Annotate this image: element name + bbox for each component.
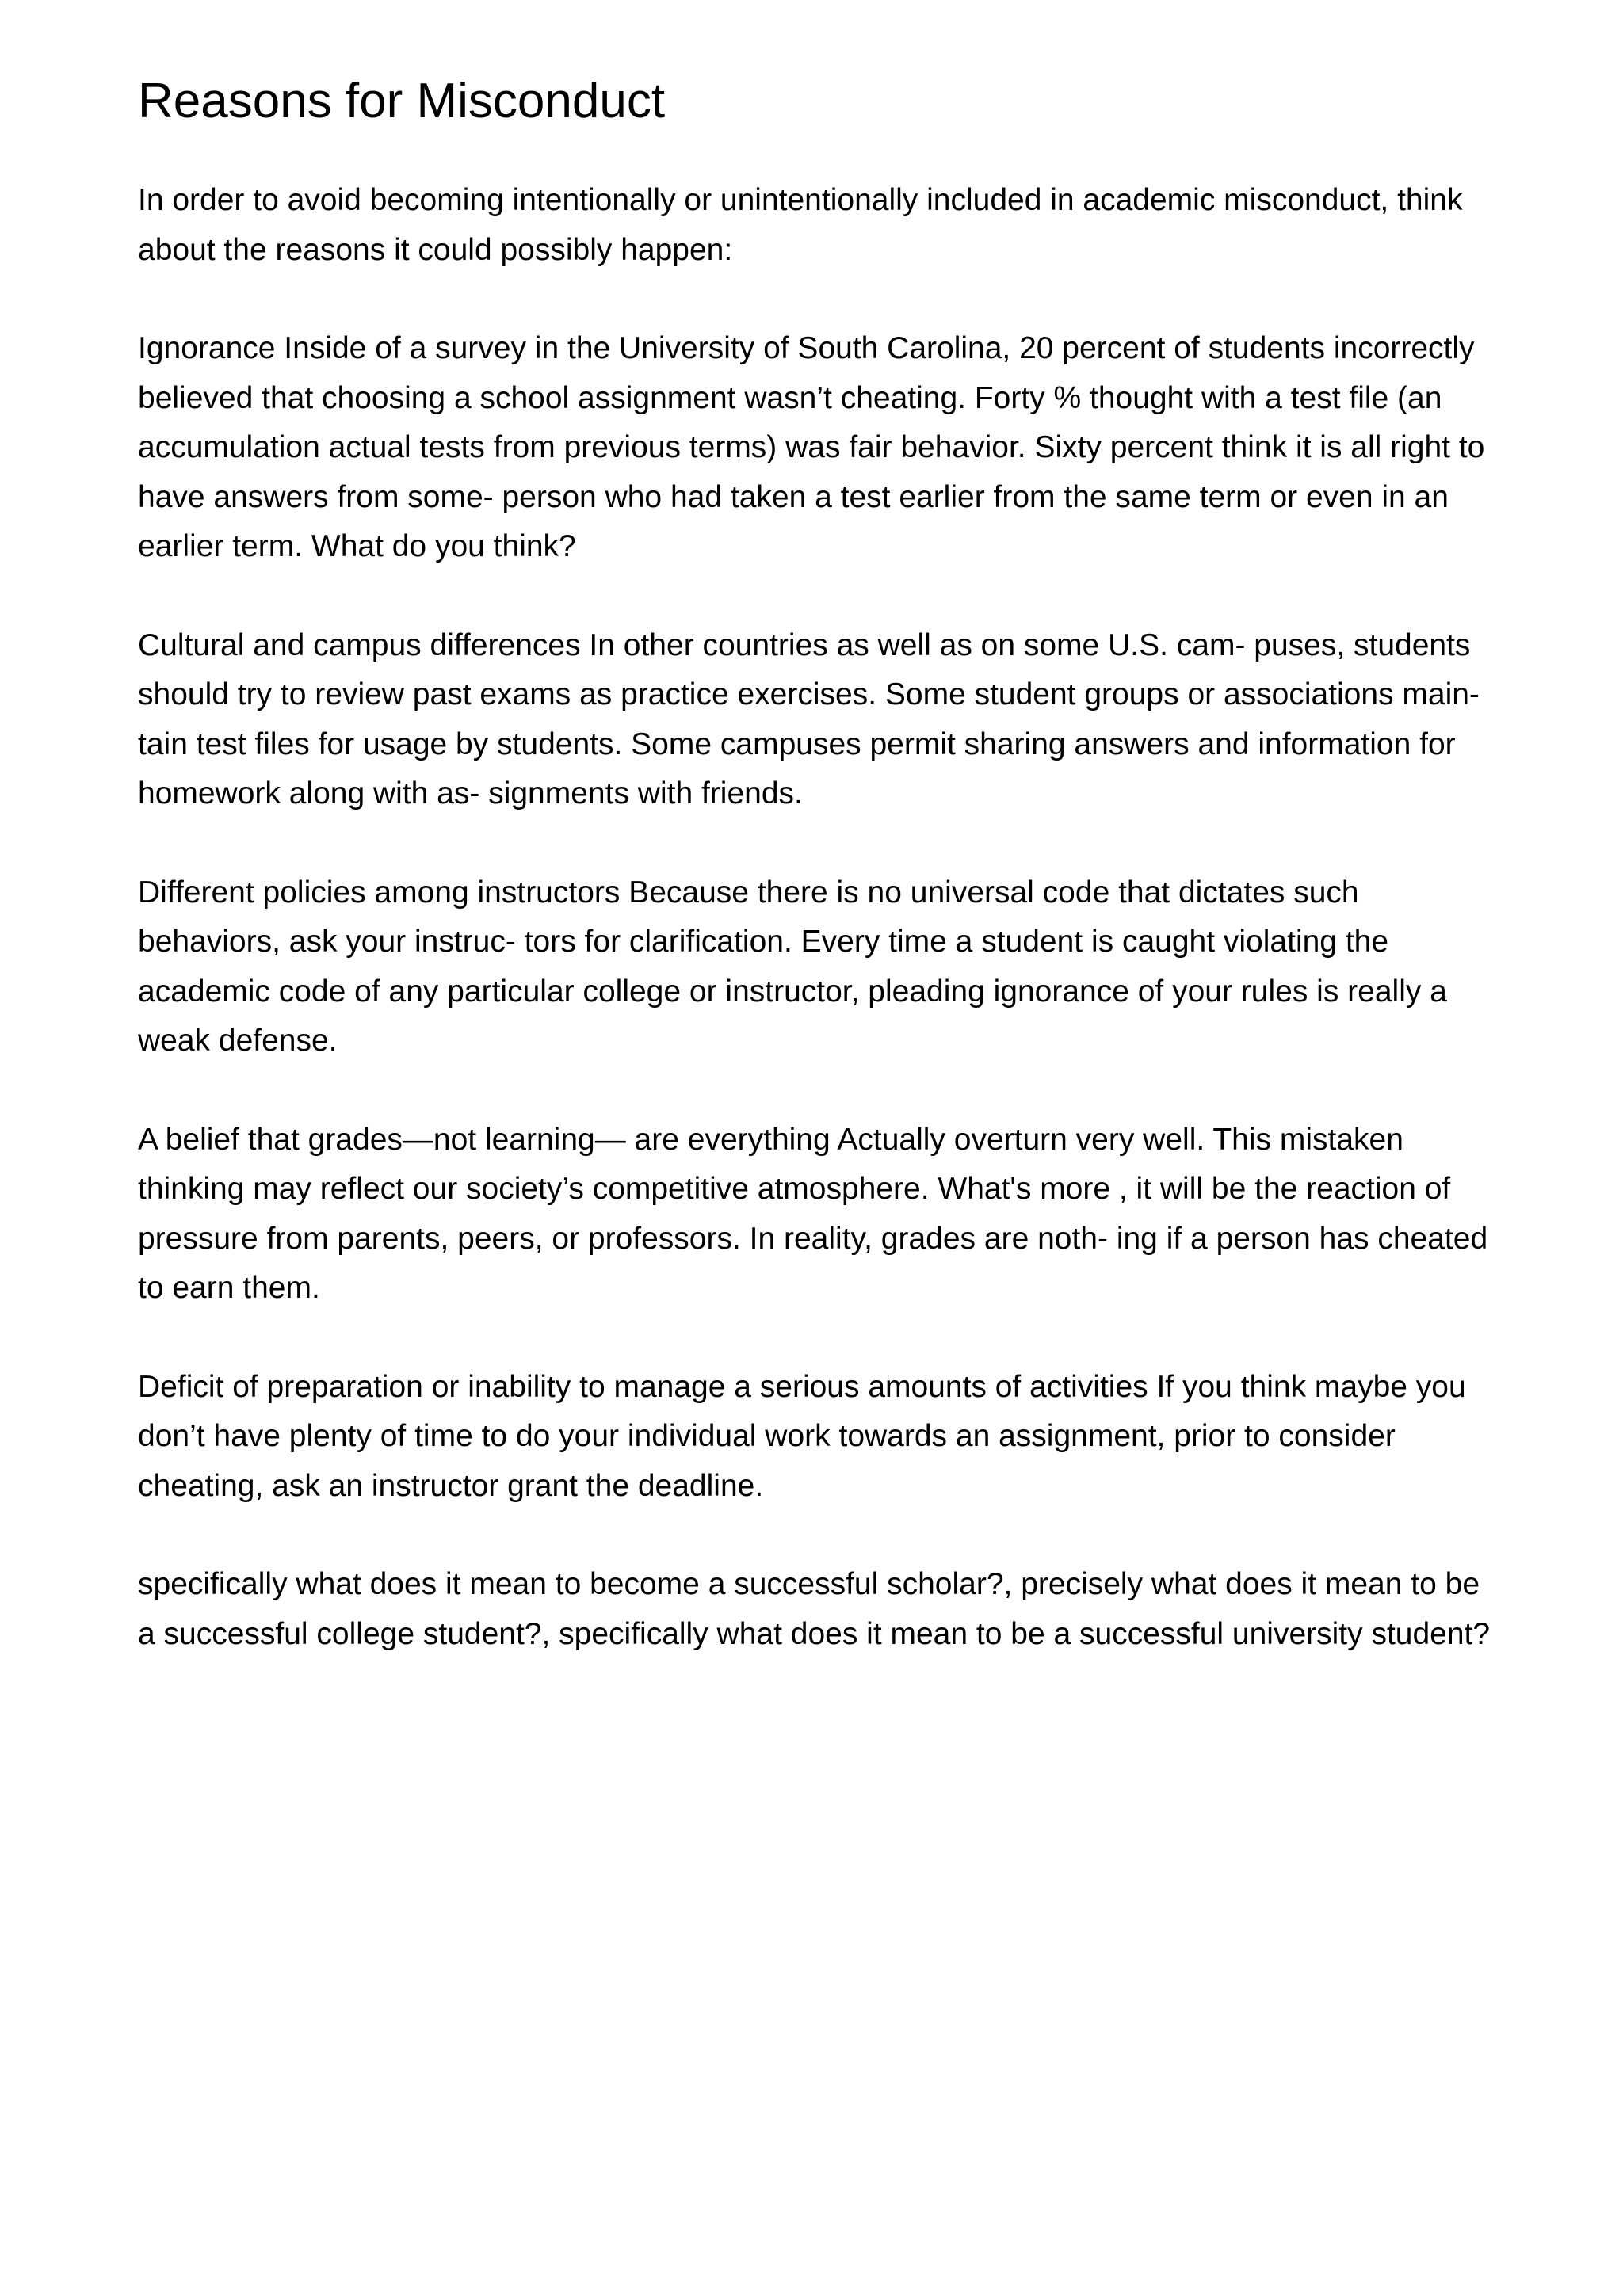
intro-paragraph: In order to avoid becoming intentionally or unintentionally included in academic misconduct, think about the reasons it could possibly happen: [138,183,1463,267]
instructor-policies-paragraph: Different policies among instructors Because there is no universal code that dictates such behaviors, ask your instruc- tors for clarification. Every time a student is caught violating the academic code of any particular college or instructor, pleading ignorance of your rules is really a weak defense. [138,875,1447,1058]
document-page [138,70,1501,1708]
page-title: Reasons for Misconduct [138,74,666,128]
preparation-deficit-paragraph: Deficit of preparation or inability to manage a serious amounts of activities If you think maybe you don’t have plenty of time to do your individual work towards an assignment, prior to consider cheating, ask an instructor grant the deadline. [138,1369,1466,1503]
ignorance-paragraph: Ignorance Inside of a survey in the University of South Carolina, 20 percent of students incorrectly believed that choosing a school assignment wasn’t cheating. Forty % thought with a test file (an accumulation actual tests from previous terms) was fair behavior. Sixty percent think it is all right to have answers from some- person who had taken a test earlier from the same term or even in an earlier term. What do you think? [138,331,1485,563]
grades-belief-paragraph: A belief that grades—not learning— are everything Actually overturn very well. This mistaken thinking may reflect our society’s competitive atmosphere. What's more , it will be the reaction of pressure from parents, peers, or professors. In reality, grades are noth- ing if a person has cheated to earn them. [138,1122,1488,1305]
cultural-differences-paragraph: Cultural and campus differences In other countries as well as on some U.S. cam- puses, students should try to review past exams as practice exercises. Some student groups or associations main- tain test files for usage by students. Some campuses permit sharing answers and information for homework along with as- signments with friends. [138,627,1480,810]
successful-student-paragraph: specifically what does it mean to become a successful scholar?, precisely what does it mean to be a successful college student?, specifically what does it mean to be a successful university student? [138,1567,1491,1651]
